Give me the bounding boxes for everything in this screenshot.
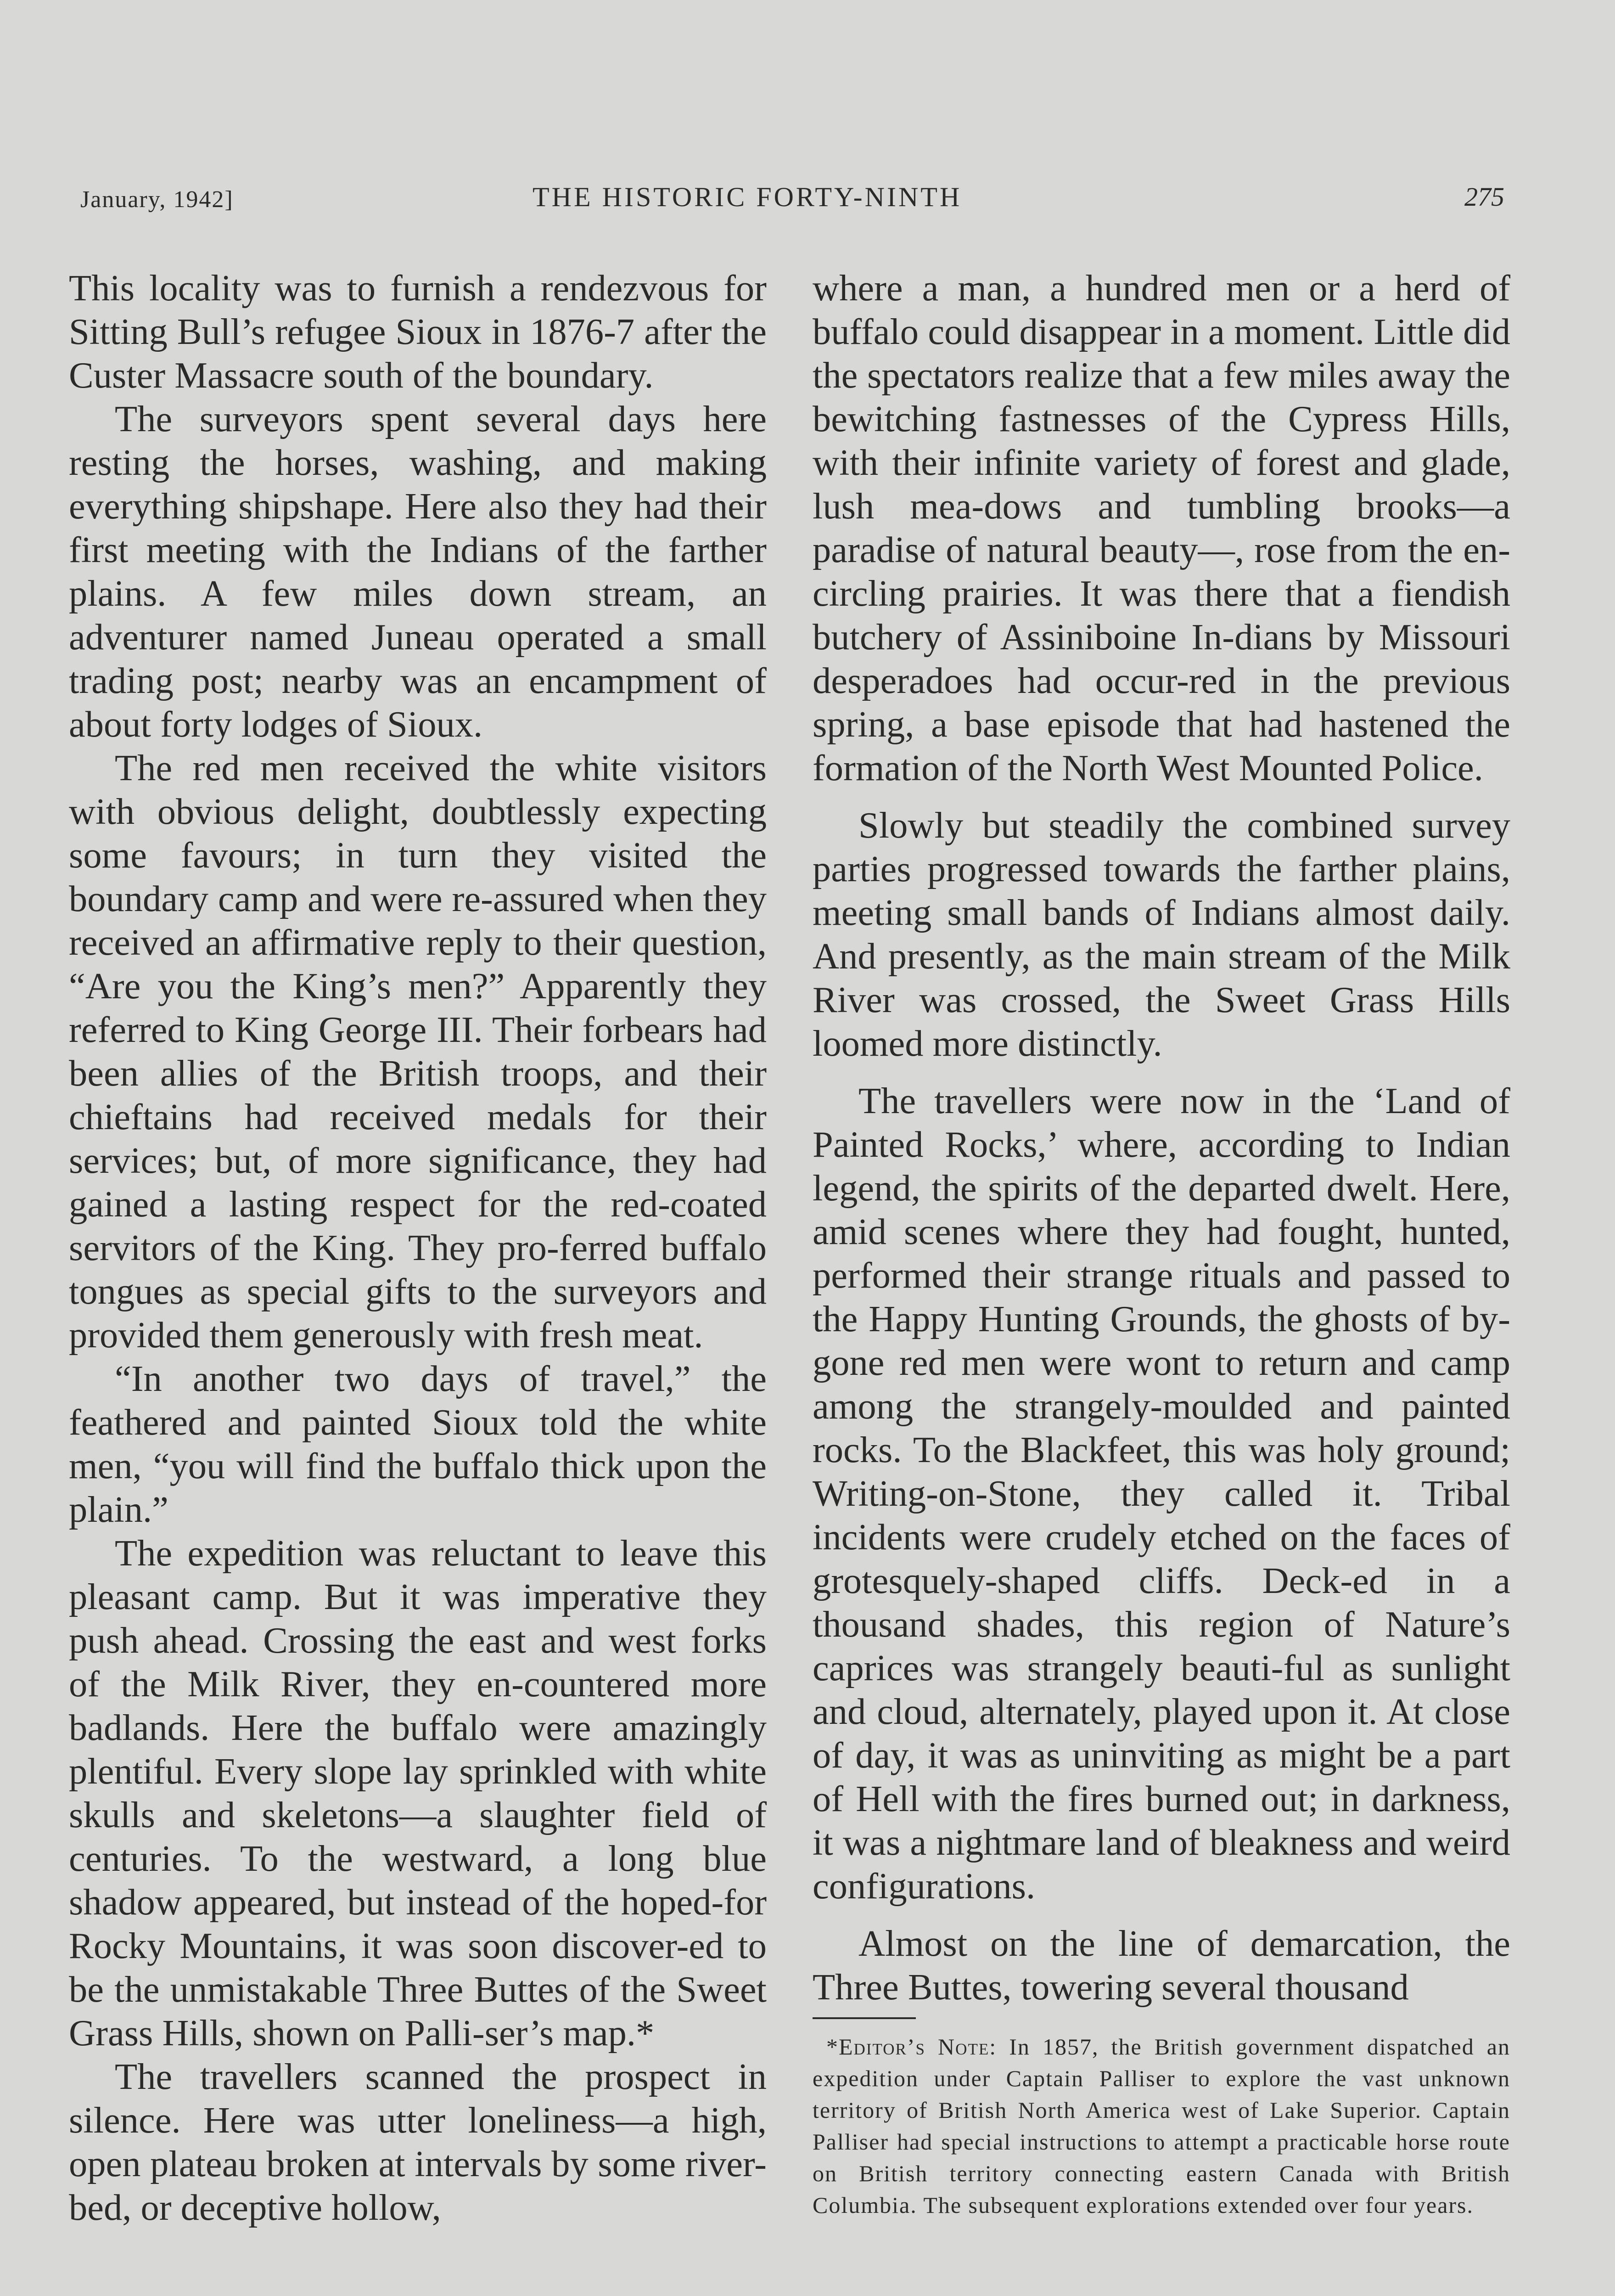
left-paragraph-2: The surveyors spent several days here resting the horses, washing, and making everything shipshape. Here also they had their first meeting with the Indians of the farther plains. A few miles down stream, an adventurer named Juneau operated a small trading post; nearby was an encampment of about forty lodges of Sioux.: [69, 399, 767, 745]
editors-note-footnote: [813, 2031, 1510, 2221]
right-column: [813, 266, 1510, 2221]
left-paragraph-6: The travellers scanned the prospect in silence. Here was utter loneliness—a high, open plateau broken at intervals by some river-bed, or deceptive hollow,: [69, 2056, 767, 2228]
right-paragraph-1: where a man, a hundred men or a herd of buffalo could disappear in a moment. Little did the spectators realize that a few miles away the bewitching fastnesses of the Cypress Hills, with their infinite variety of forest and glade, lush mea-dows and tumbling brooks—a paradise of natural beauty—, rose from the en-circling prairies. It was there that a fiendish butchery of Assiniboine In-dians by Missouri desperadoes had occur-red in the previous spring, a base episode that had hastened the formation of the North West Mounted Police.: [813, 268, 1510, 788]
page-number: 275: [1464, 182, 1504, 212]
running-head: [0, 181, 1615, 223]
right-paragraph-3: The travellers were now in the ‘Land of Painted Rocks,’ where, according to Indian legend, the spirits of the departed dwelt. Here, amid scenes where they had fought, hunted, performed their strange rituals and passed to the Happy Hunting Grounds, the ghosts of by-gone red men were wont to return and camp among the strangely-moulded and painted rocks. To the Blackfeet, this was holy ground; Writing-on-Stone, they called it. Tribal incidents were crudely etched on the faces of grotesquely-shaped cliffs. Deck-ed in a thousand shades, this region of Nature’s caprices was strangely beauti-ful as sunlight and cloud, alternately, played upon it. At close of day, it was as uninviting as might be a part of Hell with the fires burned out; in darkness, it was a nightmare land of bleakness and weird configurations.: [813, 1080, 1510, 1907]
article-title: THE HISTORIC FORTY-NINTH: [533, 182, 962, 212]
left-paragraph-4: “In another two days of travel,” the feathered and painted Sioux told the white men, “you will find the buffalo thick upon the plain.”: [69, 1358, 767, 1530]
left-paragraph-3: The red men received the white visitors with obvious delight, doubtlessly expecting some favours; in turn they visited the boundary camp and were re-assured when they received an affirmative reply to their question, “Are you the King’s men?” Apparently they referred to King George III. Their forbears had been allies of the British troops, and their chieftains had received medals for their services; but, of more significance, they had gained a lasting respect for the red-coated servitors of the King. They pro-ferred buffalo tongues as special gifts to the surveyors and provided them generously with fresh meat.: [69, 748, 767, 1356]
issue-date: January, 1942]: [80, 186, 234, 213]
footnote-rule: [813, 2017, 916, 2019]
footnote-label: *Editor’s Note:: [826, 2034, 997, 2060]
right-paragraph-2: Slowly but steadily the combined survey parties progressed towards the farther plains, meeting small bands of Indians almost daily. And presently, as the main stream of the Milk River was crossed, the Sweet Grass Hills loomed more distinctly.: [813, 805, 1510, 1064]
right-paragraph-4: Almost on the line of demarcation, the Three Buttes, towering several thousand: [813, 1923, 1510, 2008]
left-column: [69, 266, 767, 2229]
left-paragraph-5: The expedition was reluctant to leave this pleasant camp. But it was imperative they push ahead. Crossing the east and west forks of the Milk River, they en-countered more badlands. Here the buffalo were amazingly plentiful. Every slope lay sprinkled with white skulls and skeletons—a slaughter field of centuries. To the westward, a long blue shadow appeared, but instead of the hoped-for Rocky Mountains, it was soon discover-ed to be the unmistakable Three Buttes of the Sweet Grass Hills, shown on Palli-ser’s map.*: [69, 1533, 767, 2054]
left-paragraph-1: This locality was to furnish a rendezvous for Sitting Bull’s refugee Sioux in 1876-7 after the Custer Massacre south of the boundary.: [69, 268, 767, 396]
footnote-text: In 1857, the British government dispatched an expedition under Captain Palliser to explore the vast unknown territory of British North America west of Lake Superior. Captain Palliser had special instructions to attempt a practicable horse route on British territory connecting eastern Canada with British Columbia. The subsequent explorations extended over four years.: [813, 2034, 1510, 2218]
